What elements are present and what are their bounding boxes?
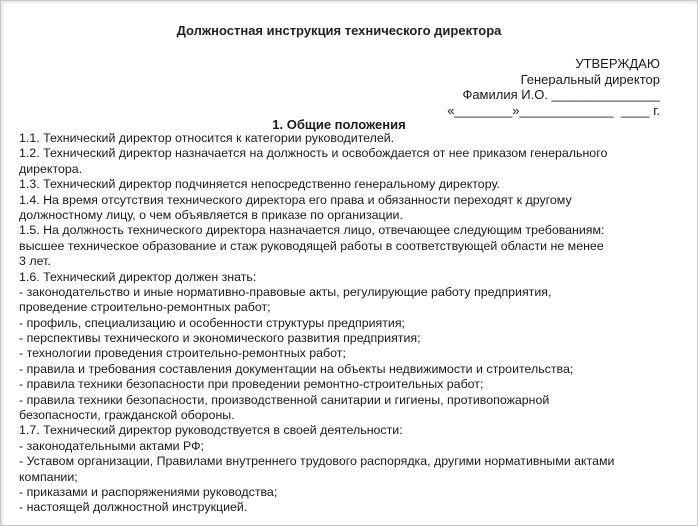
body-line: высшее техническое образование и стаж руководящей работы в соответствующей области не менее <box>19 238 604 253</box>
body-line: директора. <box>19 161 83 176</box>
body-line: - законодательными актами РФ; <box>19 438 204 453</box>
document-body <box>19 131 664 516</box>
body-line: 1.1. Технический директор относится к категории руководителей. <box>19 131 395 145</box>
body-line: компании; <box>19 469 78 484</box>
body-line: - настоящей должностной инструкцией. <box>19 500 248 515</box>
body-line: - правила техники безопасности, производственной санитарии и гигиены, противопожарной <box>19 392 550 407</box>
approval-name-line: Фамилия И.О. _______________ <box>462 87 660 102</box>
body-line: проведение строительно-ремонтных работ; <box>19 300 271 315</box>
approval-date-line: «________»_____________ ____ г. <box>447 102 660 118</box>
body-line: - Уставом организации, Правилами внутреннего трудового распорядка, другими нормативными актами <box>19 454 615 469</box>
body-line: безопасности, гражданской обороны. <box>19 408 235 423</box>
approval-position: Генеральный директор <box>520 71 660 87</box>
body-line: - профиль, специализацию и особенности структуры предприятия; <box>19 315 405 330</box>
body-line: 1.7. Технический директор руководствуется в своей деятельности: <box>19 423 403 438</box>
body-line: 1.2. Технический директор назначается на должность и освобождается от нее приказом генерального <box>19 146 608 161</box>
body-line: - правила техники безопасности при проведении ремонтно-строительных работ; <box>19 377 484 392</box>
body-line: - технологии проведения строительно-ремонтных работ; <box>19 346 346 361</box>
body-line: 1.3. Технический директор подчиняется непосредственно генеральному директору. <box>19 177 500 192</box>
body-line: 1.4. На время отсутствия технического директора его права и обязанности переходят к другому <box>19 192 572 207</box>
body-line: - приказами и распоряжениями руководства; <box>19 484 278 499</box>
body-line: 1.5. На должность технического директора назначается лицо, отвечающее следующим требованиям: <box>19 223 605 238</box>
approval-approve-label: УТВЕРЖДАЮ <box>575 56 660 71</box>
body-line: - законодательство и иные нормативно-правовые акты, регулирующие работу предприятия, <box>19 284 552 299</box>
document-title: Должностная инструкция технического директора <box>176 23 502 38</box>
body-line: должностному лицу, о чем объявляется в приказе по организации. <box>19 207 403 222</box>
body-line: - перспективы технического и экономического развития предприятия; <box>19 331 421 346</box>
body-line: - правила и требования составления документации на объекты недвижимости и строительства; <box>19 361 574 376</box>
section-title: 1. Общие положения <box>272 117 406 132</box>
approval-block <box>447 56 660 118</box>
body-line: 3 лет. <box>19 254 51 269</box>
body-line: 1.6. Технический директор должен знать: <box>19 269 257 284</box>
